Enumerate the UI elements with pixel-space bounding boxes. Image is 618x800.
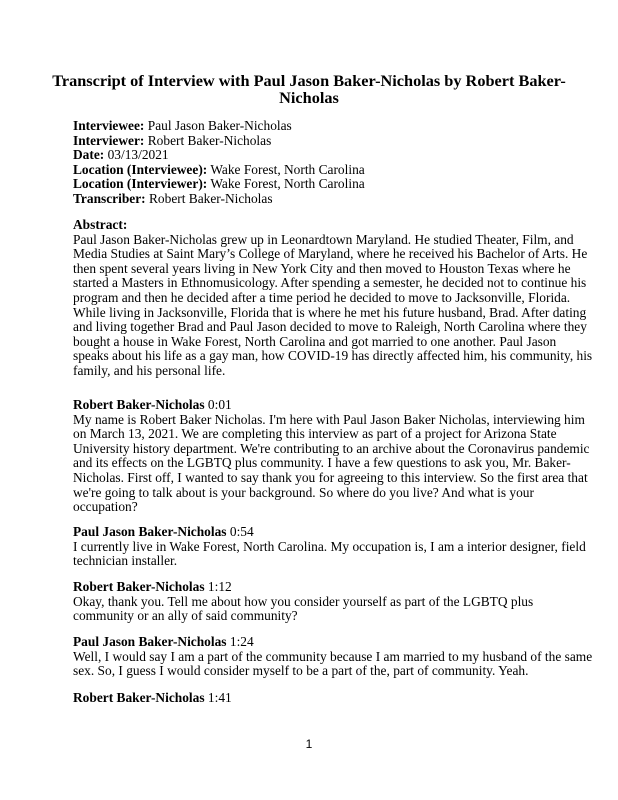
transcript-line: we're going to talk about is your background. So where do you live? And what is your [73, 484, 534, 500]
page-number: 1 [305, 737, 313, 751]
speaker-name: Robert Baker-Nicholas [73, 397, 205, 412]
title-line: Nicholas [279, 87, 339, 107]
transcript-line: Okay, thank you. Tell me about how you consider yourself as part of the LGBTQ plus [73, 593, 534, 609]
abstract-line: speaks about his life as a gay man, how COVID-19 has directly affected him, his community, his [73, 348, 593, 364]
metadata-block [73, 119, 553, 207]
speaker-header [73, 580, 553, 595]
title-line: Transcript of Interview with Paul Jason Baker-Nicholas by Robert Baker- [52, 71, 566, 90]
transcript-line: community or an ally of said community? [73, 608, 298, 624]
transcript-line: technician installer. [73, 553, 178, 569]
meta-interviewee: Interviewee: Paul Jason Baker-Nicholas [73, 118, 292, 133]
abstract-line: program and then he decided after a time period he decided to move to Jacksonville, Florida. [73, 289, 571, 305]
speaker-header [73, 398, 553, 413]
transcript-line: sex. So, I guess I would consider myself to be a part of the, part of community. Yeah. [73, 663, 529, 679]
transcript-line: occupation? [73, 499, 138, 515]
abstract-line: Paul Jason Baker-Nicholas grew up in Leonardtown Maryland. He studied Theater, Film, and [73, 231, 574, 247]
transcript-line: Nicholas. First off, I wanted to say thank you for agreeing to this interview. So the first area that [73, 469, 588, 485]
timestamp: 1:41 [207, 690, 232, 705]
timestamp: 1:12 [207, 579, 232, 594]
document-title [40, 73, 578, 106]
speaker-header [73, 691, 553, 706]
transcript-line: Well, I would say I am a part of the community because I am married to my husband of the same [73, 648, 593, 664]
timestamp: 1:24 [229, 634, 254, 649]
transcript-entry [73, 634, 593, 679]
abstract-line: and living together Brad and Paul Jason decided to move to Raleigh, North Carolina where they [73, 319, 587, 335]
transcript-line: University history department. We're contributing to an archive about the Coronavirus pandemic [73, 440, 590, 456]
abstract-heading: Abstract: [73, 217, 128, 232]
abstract-section [73, 217, 593, 379]
timestamp: 0:54 [229, 524, 254, 539]
meta-location-interviewer: Location (Interviewer): Wake Forest, North Carolina [73, 176, 365, 192]
meta-location-interviewee: Location (Interviewee): Wake Forest, North Carolina [73, 161, 365, 177]
abstract-line: Media Studies at Saint Mary’s College of Maryland, where he received his Bachelor of Arts. He [73, 246, 588, 262]
transcript-line: My name is Robert Baker Nicholas. I'm here with Paul Jason Baker Nicholas, interviewing him [73, 411, 585, 427]
speaker-name: Robert Baker-Nicholas [73, 579, 205, 594]
abstract-line: While living in Jacksonville, Florida that is where he met his future husband, Brad. After dating [73, 304, 587, 320]
speaker-header [73, 635, 553, 650]
transcript-line: I currently live in Wake Forest, North Carolina. My occupation is, I am a interior designer, field [73, 538, 586, 554]
speaker-name: Paul Jason Baker-Nicholas [73, 524, 227, 539]
meta-transcriber: Transcriber: Robert Baker-Nicholas [73, 190, 273, 206]
meta-date: Date: 03/13/2021 [73, 147, 169, 163]
timestamp: 0:01 [207, 397, 232, 412]
transcript-line: on March 13, 2021. We are completing this interview as part of a project for Arizona State [73, 426, 557, 442]
transcript-entry [73, 397, 590, 515]
speaker-header [73, 525, 553, 540]
abstract-line: started a Masters in Ethnomusicology. After spending a semester, he decided not to continue his [73, 275, 587, 291]
transcript-line: and its effects on the LGBTQ plus community. I have a few questions to ask you, Mr. Baker- [73, 455, 571, 471]
abstract-line: family, and his personal life. [73, 362, 226, 378]
speaker-name: Paul Jason Baker-Nicholas [73, 634, 227, 649]
abstract-line: then spent several years living in New York City and then moved to Houston Texas where he [73, 260, 571, 276]
abstract-line: bought a house in Wake Forest, North Carolina and got married to one another. Paul Jason [73, 333, 557, 349]
transcript-entry [73, 524, 586, 569]
transcript-entry [73, 691, 553, 706]
speaker-name: Robert Baker-Nicholas [73, 690, 205, 705]
meta-interviewer: Interviewer: Robert Baker-Nicholas [73, 132, 272, 148]
transcript-entry [73, 580, 553, 624]
abstract-body [73, 231, 593, 379]
